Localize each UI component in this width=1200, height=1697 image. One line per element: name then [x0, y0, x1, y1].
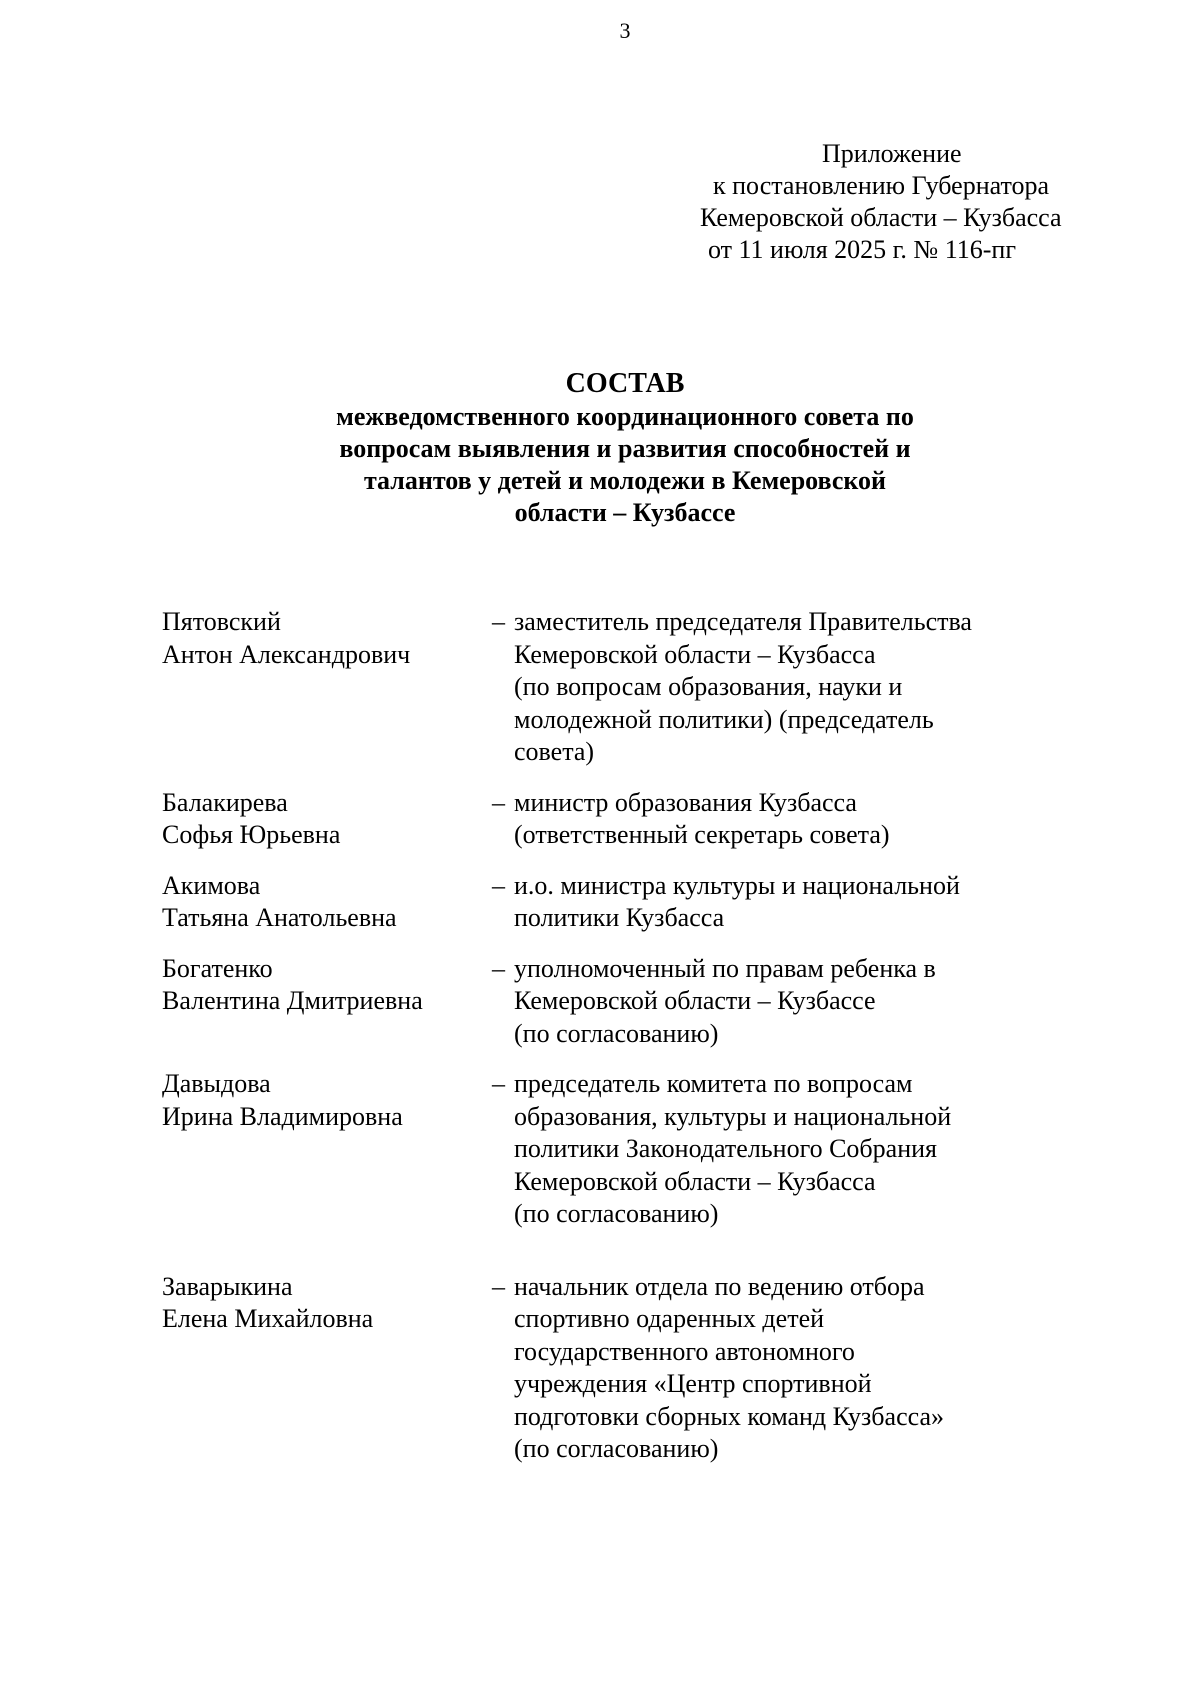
subtitle-line: талантов у детей и молодежи в Кемеровской — [363, 466, 887, 495]
appendix-line: Кемеровской области – Кузбасса — [700, 203, 1062, 232]
member-dash: – — [492, 1069, 505, 1098]
page-number: 3 — [619, 18, 631, 43]
member-dash: – — [492, 1271, 505, 1301]
position-line: (по согласованию) — [514, 1199, 719, 1228]
member-position — [514, 953, 1014, 1051]
member-given-names: Софья Юрьевна — [162, 820, 341, 849]
position-line: Кемеровской области – Кузбассе — [514, 986, 876, 1015]
member-given-names: Елена Михайловна — [162, 1304, 374, 1333]
position-line: начальник отдела по ведению отбора — [514, 1271, 925, 1301]
position-line: уполномоченный по правам ребенка в — [514, 953, 936, 983]
position-line: Кемеровской области – Кузбасса — [514, 1166, 876, 1196]
position-line: министр образования Кузбасса — [514, 787, 857, 817]
appendix-header — [700, 138, 1120, 266]
subtitle-line: области – Кузбассе — [514, 498, 736, 527]
member-given-names: Татьяна Анатольевна — [162, 903, 397, 932]
member-surname: Акимова — [162, 870, 261, 900]
member-entry — [162, 1068, 1062, 1231]
member-entry — [162, 787, 1062, 852]
position-line: учреждения «Центр спортивной — [514, 1369, 872, 1398]
member-surname: Балакирева — [162, 787, 288, 817]
member-given-names: Антон Александрович — [162, 639, 411, 669]
member-position — [514, 1271, 1014, 1466]
position-line: (ответственный секретарь совета) — [514, 820, 890, 849]
member-surname: Пятовский — [162, 607, 281, 636]
member-entry — [162, 606, 1062, 769]
document-title: СОСТАВ — [565, 368, 685, 399]
member-position — [514, 1068, 1014, 1231]
member-surname: Богатенко — [162, 953, 273, 983]
position-line: председатель комитета по вопросам — [514, 1069, 913, 1098]
appendix-line: к постановлению Губернатора — [713, 171, 1050, 200]
members-list — [162, 606, 1062, 1484]
member-position — [514, 787, 1014, 852]
appendix-line: Приложение — [822, 139, 962, 168]
document-title-block — [200, 367, 1050, 529]
position-line: политики Кузбасса — [514, 903, 725, 932]
document-subtitle — [200, 401, 1050, 529]
position-line: совета) — [514, 737, 595, 766]
member-position — [514, 606, 1014, 769]
member-surname: Заварыкина — [162, 1271, 293, 1301]
member-given-names: Валентина Дмитриевна — [162, 986, 423, 1015]
position-line: спортивно одаренных детей — [514, 1304, 825, 1333]
subtitle-line: вопросам выявления и развития способностей и — [339, 434, 911, 463]
member-dash: – — [492, 953, 505, 983]
member-dash: – — [492, 870, 505, 900]
member-name — [162, 1271, 492, 1466]
position-line: молодежной политики) (председатель — [514, 704, 934, 734]
member-name — [162, 1068, 492, 1231]
subtitle-line: межведомственного координационного совета по — [336, 402, 914, 431]
member-dash: – — [492, 607, 505, 636]
member-surname: Давыдова — [162, 1069, 271, 1098]
appendix-line: от 11 июля 2025 г. № 116-пг — [708, 235, 1016, 264]
position-line: образования, культуры и национальной — [514, 1101, 952, 1131]
position-line: Кемеровской области – Кузбасса — [514, 639, 876, 669]
member-position — [514, 870, 1014, 935]
position-line: и.о. министра культуры и национальной — [514, 870, 960, 900]
member-dash: – — [492, 787, 505, 817]
position-line: (по согласованию) — [514, 1434, 719, 1463]
member-name — [162, 870, 492, 935]
position-line: подготовки сборных команд Кузбасса» — [514, 1401, 945, 1431]
member-name — [162, 787, 492, 852]
member-entry — [162, 870, 1062, 935]
position-line: (по согласованию) — [514, 1018, 719, 1048]
member-name — [162, 953, 492, 1051]
member-name — [162, 606, 492, 769]
member-given-names: Ирина Владимировна — [162, 1101, 403, 1131]
member-entry — [162, 1271, 1062, 1466]
position-line: политики Законодательного Собрания — [514, 1134, 937, 1163]
position-line: государственного автономного — [514, 1336, 855, 1366]
member-entry — [162, 953, 1062, 1051]
position-line: заместитель председателя Правительства — [514, 607, 972, 636]
position-line: (по вопросам образования, науки и — [514, 672, 903, 701]
